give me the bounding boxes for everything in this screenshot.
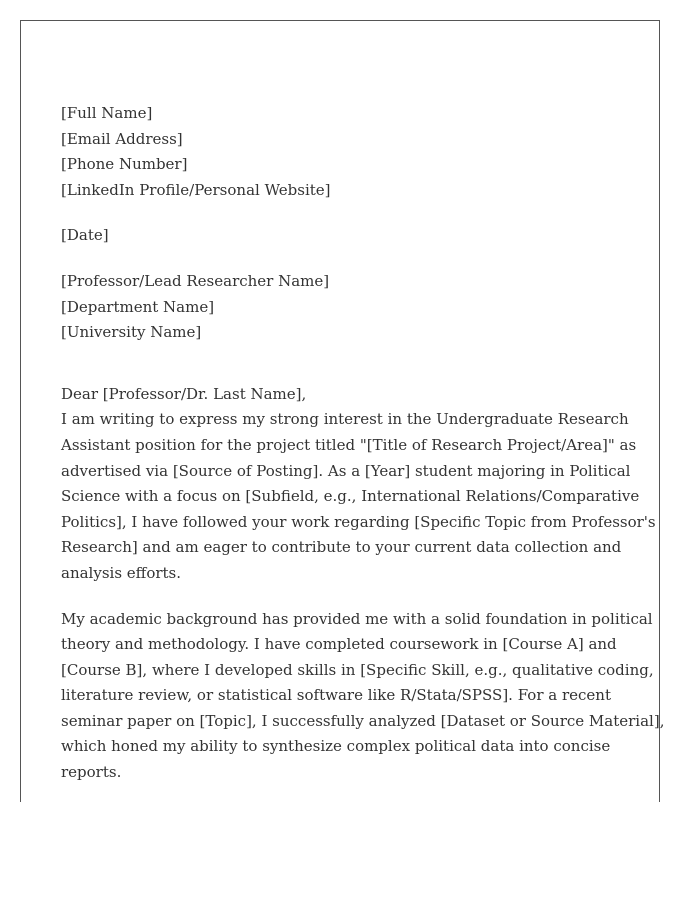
paragraph-line: literature review, or statistical software like R/Stata/SPSS]. For a recent xyxy=(61,686,611,705)
paragraph-background xyxy=(61,607,665,786)
paragraph-line: advertised via [Source of Posting]. As a [Year] student majoring in Political xyxy=(61,461,631,480)
paragraph-line: I am writing to express my strong interest in the Undergraduate Research xyxy=(61,410,629,429)
paragraph-line: Politics], I have followed your work regarding [Specific Topic from Professor's xyxy=(61,512,656,531)
sender-website: [LinkedIn Profile/Personal Website] xyxy=(61,180,331,199)
date-block xyxy=(61,223,621,249)
recipient-block xyxy=(61,269,621,346)
paragraph-line: Science with a focus on [Subfield, e.g., International Relations/Comparative xyxy=(61,487,640,506)
paragraph-interest xyxy=(61,407,656,586)
paragraph-line: which honed my ability to synthesize complex political data into concise xyxy=(61,737,611,756)
paragraph-line: My academic background has provided me with a solid foundation in political xyxy=(61,609,653,628)
document-page xyxy=(20,20,665,802)
sender-full-name: [Full Name] xyxy=(61,104,153,122)
recipient-university: [University Name] xyxy=(61,323,202,342)
recipient-department: [Department Name] xyxy=(61,297,215,316)
paragraph-line: theory and methodology. I have completed coursework in [Course A] and xyxy=(61,635,617,654)
sender-email: [Email Address] xyxy=(61,129,183,148)
paragraph-line: seminar paper on [Topic], I successfully analyzed [Dataset or Source Material], xyxy=(61,711,665,730)
recipient-name: [Professor/Lead Researcher Name] xyxy=(61,271,330,290)
paragraph-line: analysis efforts. xyxy=(61,563,182,582)
paragraph-line: Assistant position for the project titled "[Title of Research Project/Area]" as xyxy=(61,435,637,454)
sender-block xyxy=(61,101,621,203)
paragraph-line: Research] and am eager to contribute to your current data collection and xyxy=(61,538,622,557)
letter-body xyxy=(61,101,665,786)
salutation: Dear [Professor/Dr. Last Name], xyxy=(61,384,307,403)
paragraph-line: [Course B], where I developed skills in [Specific Skill, e.g., qualitative coding, xyxy=(61,660,654,679)
letter-date: [Date] xyxy=(61,226,109,245)
sender-phone: [Phone Number] xyxy=(61,155,188,174)
salutation-block xyxy=(61,382,621,408)
paragraph-line: reports. xyxy=(61,763,122,782)
